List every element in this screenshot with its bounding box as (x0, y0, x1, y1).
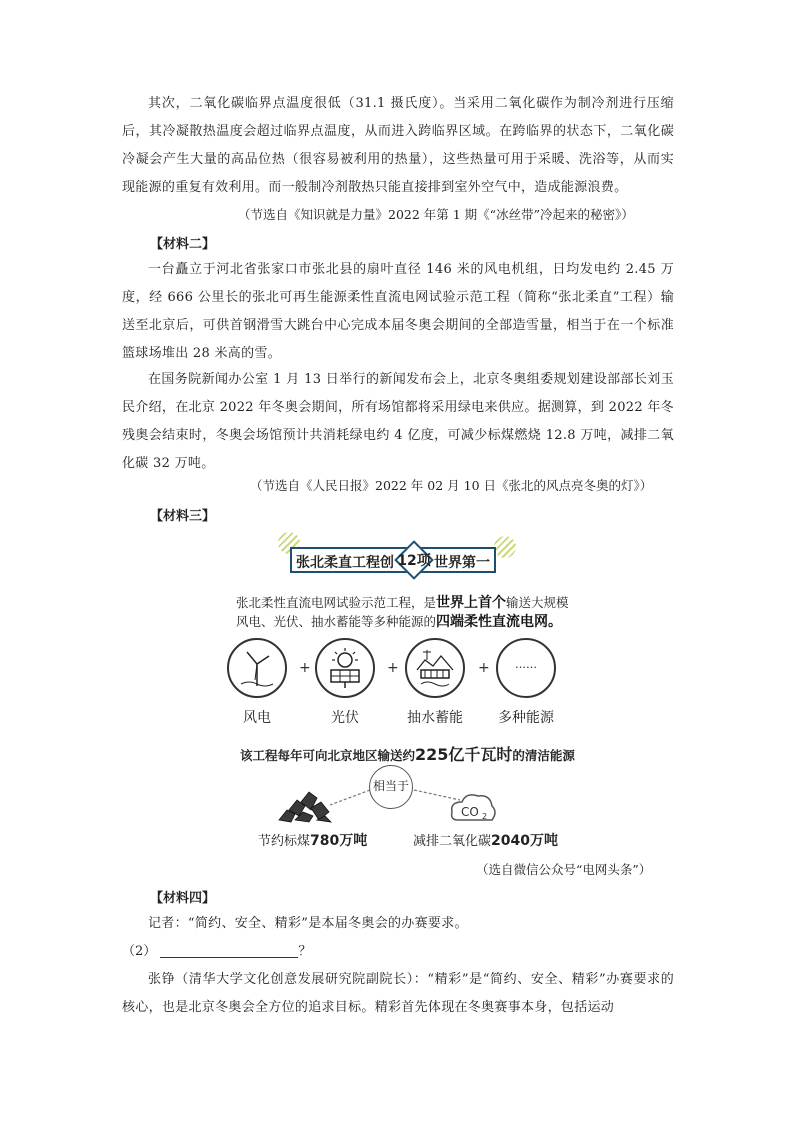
plus-1: + (299, 660, 311, 676)
co2-text: CO (461, 805, 479, 819)
infographic-banner (290, 547, 496, 573)
banner-diamond (394, 540, 434, 580)
four-terminal-emphasis: 四端柔性直流电网。 (436, 614, 563, 630)
question-number: （2） (122, 944, 157, 959)
intro-line-2: 风电、光伏、抽水蓄能等多种能源的四端柔性直流电网。 (236, 614, 563, 630)
co2-reduction-value: 2040万吨 (491, 833, 558, 849)
question-2 (122, 938, 311, 966)
energy-label-solar: 光伏 (331, 710, 359, 726)
answer-blank[interactable] (160, 941, 298, 958)
reporter-line: 记者：“简约、安全、精彩”是本届冬奥会的办赛要求。 (148, 916, 468, 931)
energy-label-hydro: 抽水蓄能 (407, 710, 463, 726)
coal-icon (275, 780, 335, 824)
wind-icon (227, 638, 287, 698)
energy-label-wind: 风电 (243, 710, 271, 726)
source-1: （节选自《知识就是力量》2022 年第 1 期《“冰丝带”冷起来的秘密》） (238, 207, 634, 222)
material-4-heading: 【材料四】 (150, 891, 216, 906)
annual-energy-value: 225亿千瓦时 (415, 745, 513, 764)
banner-right-text: 世界第一 (434, 555, 490, 571)
solar-icon (315, 638, 375, 698)
other-energy-icon: …… (496, 638, 556, 698)
co2-subscript: 2 (482, 812, 488, 821)
world-first-emphasis: 世界上首个 (436, 595, 507, 611)
material-2-heading: 【材料二】 (150, 237, 216, 252)
decor-stripes-right (494, 536, 516, 558)
banner-count: 12项 (397, 553, 431, 569)
banner-left-text: 张北柔直工程创 (296, 555, 394, 571)
material-2-paragraph-1: 一台矗立于河北省张家口市张北县的扇叶直径 146 米的风电机组，日均发电约 2.45 万度，经 666 公里长的张北可再生能源柔性直流电网试验示范工程（简称“张北柔直”工程）输送至北京后，可供首钢滑雪大跳台中心完成本届冬奥会期间的全部造雪量，相当于在一个标准篮球场堆出 28 米高的雪。 (122, 262, 674, 361)
material-3-heading: 【材料三】 (150, 509, 216, 524)
intro-line-1: 张北柔性直流电网试验示范工程，是世界上首个输送大规模 (236, 595, 569, 611)
plus-3: + (478, 660, 490, 676)
coal-saving: 节约标煤780万吨 (258, 833, 368, 849)
source-2: （节选自《人民日报》2022 年 02 月 10 日《张北的风点亮冬奥的灯》） (250, 478, 653, 493)
material-2-paragraph-2: 在国务院新闻办公室 1 月 13 日举行的新闻发布会上，北京冬奥组委规划建设部部长刘玉民介绍，在北京 2022 年冬奥会期间，所有场馆都将采用绿电来供应。据测算，到 2022 年冬残奥会结束时，冬奥会场馆预计共消耗绿电约 4 亿度，可减少标煤燃烧 12.8 万吨，减排二氧化碳 32 万吨。 (122, 372, 674, 471)
co2-reduction: 减排二氧化碳2040万吨 (413, 833, 558, 849)
question-mark: ？ (298, 944, 312, 959)
plus-2: + (387, 660, 399, 676)
annual-energy-line: 该工程每年可向北京地区输送约225亿千瓦时的清洁能源 (240, 745, 575, 764)
energy-label-other: 多种能源 (498, 710, 554, 726)
pumped-hydro-icon (405, 638, 465, 698)
zhang-paragraph: 张铮（清华大学文化创意发展研究院副院长）：“精彩”是“简约、安全、精彩”办赛要求的核心，也是北京冬奥会全方位的追求目标。精彩首先体现在冬奥赛事本身，包括运动 (122, 972, 674, 1015)
coal-saving-value: 780万吨 (310, 833, 368, 849)
equivalent-badge: 相当于 (369, 765, 413, 809)
co2-cloud-icon (448, 790, 498, 828)
source-3: （选自微信公众号“电网头条”） (476, 862, 652, 877)
paragraph-intro: 其次，二氧化碳临界点温度很低（31.1 摄氏度）。当采用二氧化碳作为制冷剂进行压缩后，其冷凝散热温度会超过临界点温度，从而进入跨临界区域。在跨临界的状态下，二氧化碳冷凝会产生大量的高品位热（很容易被利用的热量），这些热量可用于采暖、洗浴等，从而实现能源的重复有效利用。而一般制冷剂散热只能直接排到室外空气中，造成能源浪费。 (122, 96, 674, 195)
